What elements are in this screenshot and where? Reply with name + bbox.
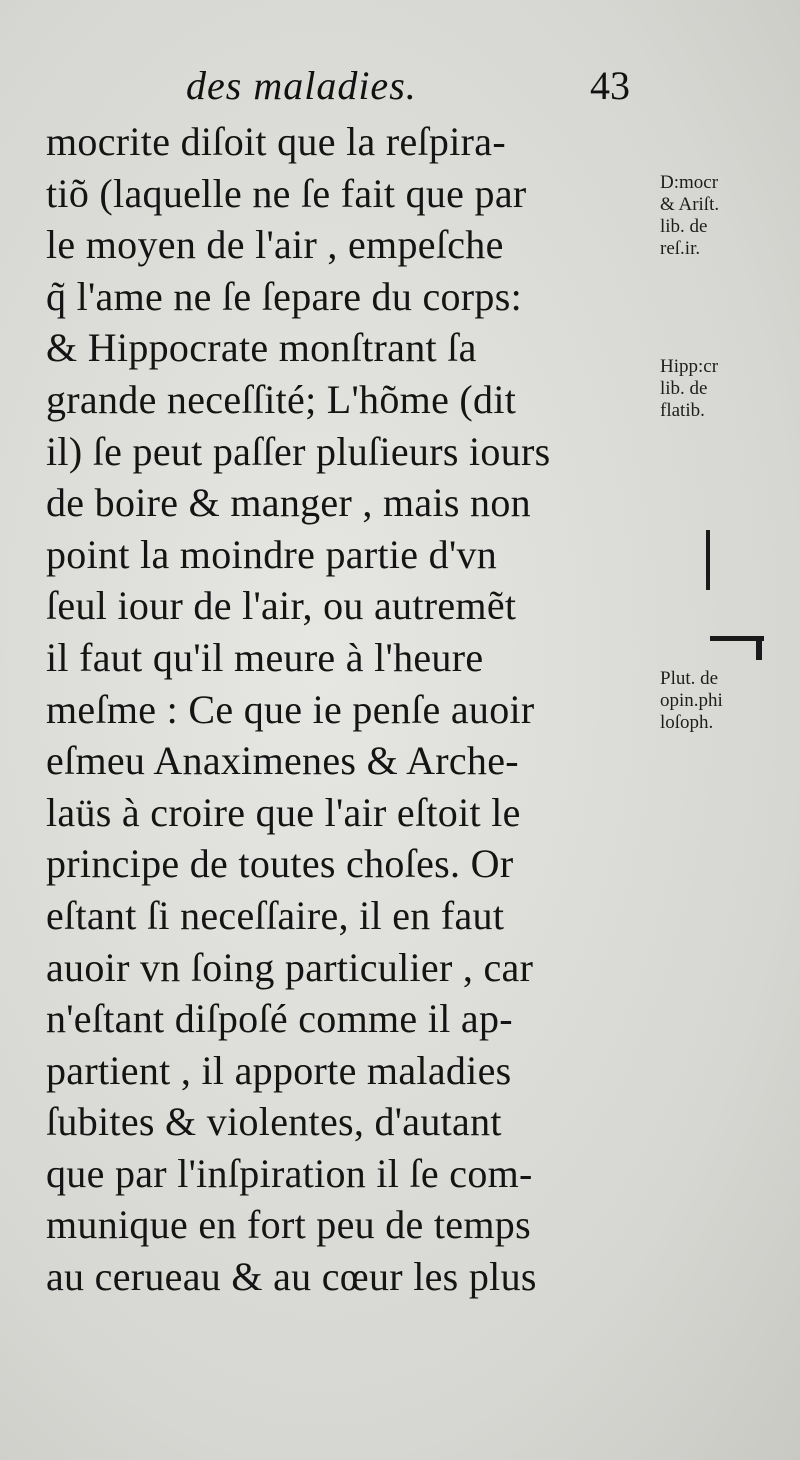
running-title: des maladies.	[186, 63, 417, 108]
text-line: au cerueau & au cœur les plus	[46, 1254, 537, 1300]
margin-note-line: D:mocr	[660, 172, 719, 193]
text-line: tiõ (laquelle ne ſe fait que par	[46, 170, 527, 216]
text-line: de boire & manger , mais non	[46, 480, 531, 526]
text-line: meſme : Ce que ie penſe auoir	[46, 686, 535, 732]
ink-mark	[706, 530, 710, 590]
text-line: que par l'inſpiration il ſe com-	[46, 1150, 533, 1196]
margin-note-line: reſ.ir.	[660, 238, 701, 259]
text-line: laüs à croire que l'air eſtoit le	[46, 789, 521, 835]
margin-note-line: lib. de	[660, 378, 708, 399]
text-line: grande neceſſité; L'hõme (dit	[46, 376, 517, 422]
text-line: eſmeu Anaximenes & Arche-	[46, 738, 519, 784]
text-line: principe de toutes choſes. Or	[46, 841, 514, 887]
margin-note-line: opin.phi	[660, 690, 723, 711]
text-line: q̃ l'ame ne ſe ſepare du corps:	[46, 273, 523, 319]
text-line: auoir vn ſoing particulier , car	[46, 944, 534, 990]
margin-note-line: loſoph.	[660, 712, 714, 733]
text-line: & Hippocrate monſtrant ſa	[46, 325, 477, 371]
text-line: le moyen de l'air , empeſche	[46, 222, 504, 268]
text-line: eſtant ſi neceſſaire, il en faut	[46, 892, 505, 938]
margin-note-democrite	[660, 172, 719, 260]
text-line: n'eſtant diſpoſé comme il ap-	[46, 996, 513, 1042]
margin-note-line: Hipp:cr	[660, 356, 719, 377]
body-text	[46, 116, 656, 1303]
margin-note-line: Plut. de	[660, 668, 719, 689]
page-number: 43	[590, 63, 630, 108]
text-line: partient , il apporte maladies	[46, 1047, 512, 1093]
text-line: mocrite diſoit que la reſpira-	[46, 119, 506, 164]
text-line: il faut qu'il meure à l'heure	[46, 634, 484, 680]
text-line: ſeul iour de l'air, ou autremẽt	[46, 583, 517, 629]
margin-note-line: flatib.	[660, 400, 705, 421]
text-line: ſubites & violentes, d'autant	[46, 1099, 502, 1145]
ink-rule-end	[756, 636, 762, 660]
text-line: munique en fort peu de temps	[46, 1202, 531, 1248]
margin-note-line: lib. de	[660, 216, 708, 237]
text-line: il) ſe peut paſſer pluſieurs iours	[46, 428, 551, 474]
margin-note-line: & Ariſt.	[660, 194, 720, 215]
margin-note-hippocrate	[660, 356, 718, 422]
text-line: point la moindre partie d'vn	[46, 531, 498, 577]
margin-note-plutarque	[660, 668, 723, 734]
